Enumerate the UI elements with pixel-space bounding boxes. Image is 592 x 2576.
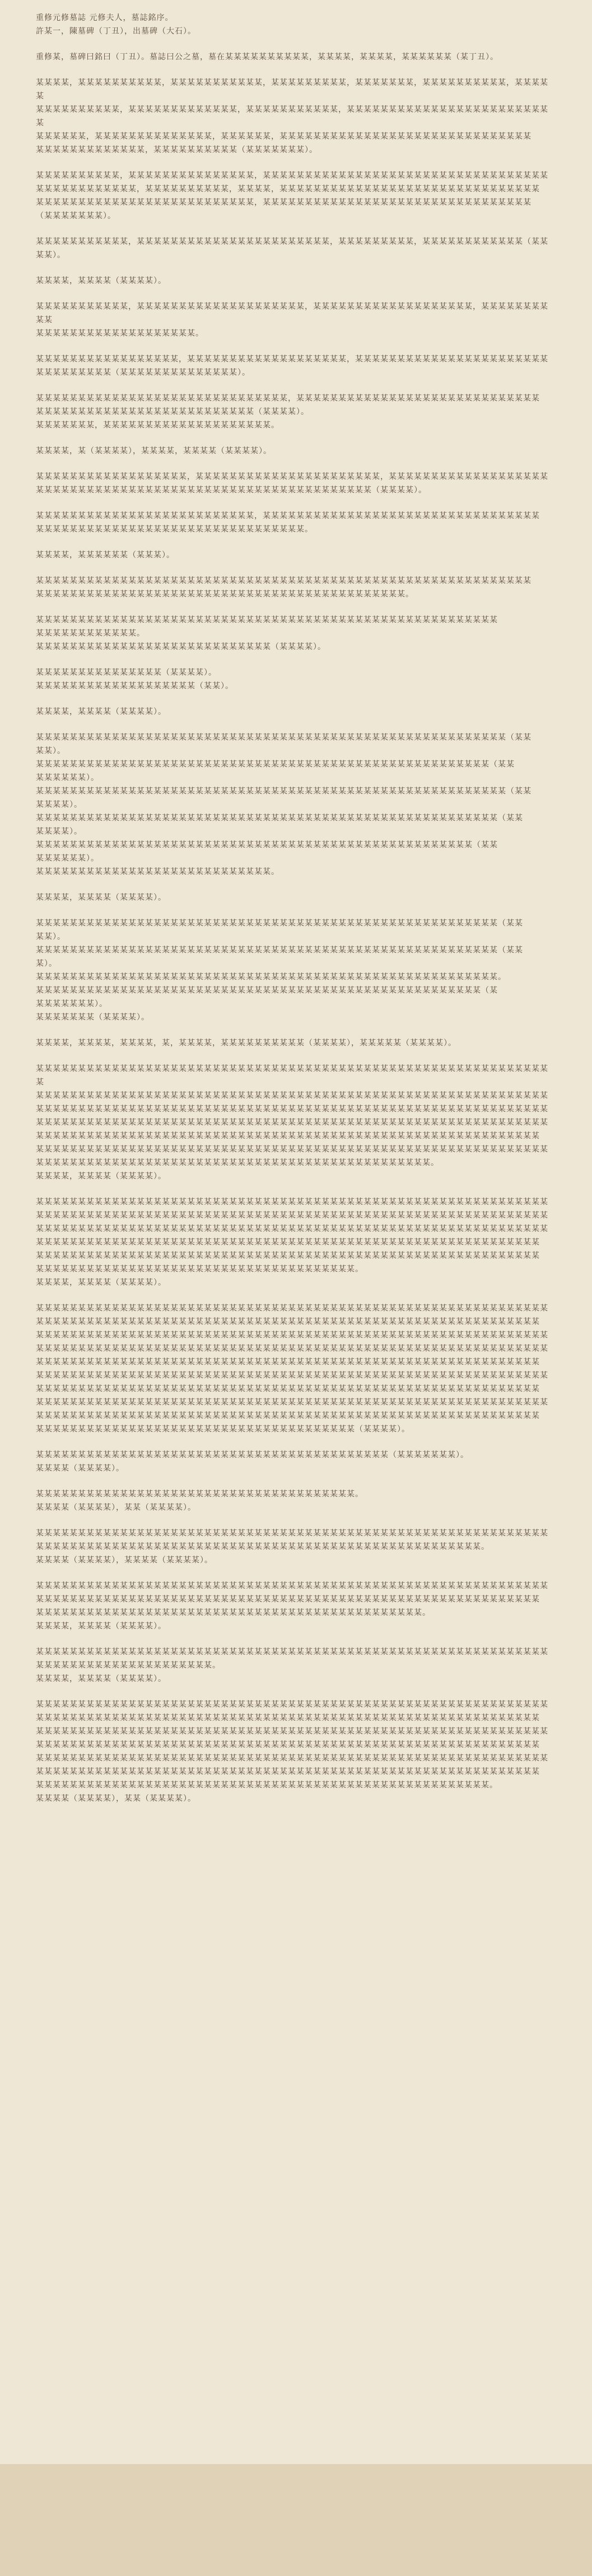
paragraph-line: 某某某某某某某某某某某某某某某某某某某某某某某某某某某某某某某某某某某某某某某某某某某某某某某某某某某某某某某。 bbox=[36, 973, 506, 982]
paragraph-line: 某某某某某某某某某某某某某某某某某某某某某某某某某某某某某某某某某某某某某某某某某某某某某某某某某某某某某某某某某某某某某 bbox=[36, 1582, 548, 1590]
document-paragraph bbox=[36, 76, 556, 157]
paragraph-line: 某某某某某某某某某某某某某某某某某某某某某某某某某某某某某某某某某某某某某某某某某某某某某某某某某某某某某某某某某某某某某 bbox=[36, 1304, 548, 1313]
paragraph-line: 某某某某（某某某某）。 bbox=[36, 1464, 124, 1473]
paragraph-line: 某某某某某某某某某某某某某某某某某某某某某某某某某某某某某某某某某某某某某某某某某某某某某某某某某某某某某某某某某某某某 bbox=[36, 1411, 540, 1420]
document-paragraph bbox=[36, 1698, 556, 1805]
paragraph-line: 某某某某，某（某某某某），某某某某，某某某某（某某某某）。 bbox=[36, 447, 272, 456]
paragraph-line: 某某某某，某某某某（某某某某）。 bbox=[36, 707, 166, 716]
paragraph-line: 某某某某某某某某某某某某某某某某某某某某某某某某某某某某某某某某某某某某某某某某某某某某某某某某某某某某某某某某（某某 bbox=[36, 733, 532, 742]
paragraph-line: 某某某某某某某某某某某某某某某某某某某某某某某某某某某某某某某某某某某某某某某某某某某某某某某某某某某某某某某某某某某某 bbox=[36, 1317, 540, 1326]
paragraph-line: 某某某某，某某某某（某某某某）。 bbox=[36, 1172, 166, 1181]
document-paragraph bbox=[36, 235, 556, 262]
paragraph-line: 某某某某，某某某某（某某某某）。 bbox=[36, 1622, 166, 1631]
paragraph-line: 某某某某（某某某某），某某（某某某某）。 bbox=[36, 1794, 196, 1803]
paragraph-line: 某某某某某某）。 bbox=[36, 773, 99, 782]
paragraph-line: 某某某某）。 bbox=[36, 800, 82, 809]
paragraph-line: 某某某某某某某某某某某某某某某某某某某某某某某某某某某某某某某某某某某某某某某某某某某某某某某某某某某某某某某某某某某某某 bbox=[36, 1118, 548, 1127]
page-footer-band bbox=[0, 2464, 592, 2576]
paragraph-line: 某某某某某某某某某某某某某某某某某某某某某某某某某某某某某某某某某某某某某某某某某某某某某某某某某某某某某某某某某某某 bbox=[36, 576, 532, 585]
document-paragraph bbox=[36, 917, 556, 1024]
paragraph-line: 某某某某某某某某某某某某某某某某某某某某某某某某某某某某某某某某某某某某某某某某某某某某某某某某某某某某某某某某某某某某某 bbox=[36, 1398, 548, 1407]
paragraph-line: 某某某某某某某某某某某某某某某某某某某某某某某某某某某某某某某某某某某某某某某某某某某某某某某某某某某某某某某某某某某某 bbox=[36, 1238, 540, 1247]
paragraph-line: 某某某某某某某，某某某某某某某某某某某某某某某某某某某某。 bbox=[36, 421, 279, 430]
paragraph-line: 某某某某某某某某某某某某某某某某某某某某某某某某某某某某某某某某某某某某某某某某某某某某某某某某某某某某某。 bbox=[36, 1542, 490, 1551]
paragraph-line: 某某某某某某某某某某某某某某某某某某某某某某某某某某某某某某某某某某某某某某某某某某某某某某某某某某某某某某某某某某某某 bbox=[36, 1358, 540, 1367]
paragraph-line: 某某某某某某某某某某某某某某某某某某某某某某某某某某某某某某某某某某某某某某某某某某某某某某某某某某某某某某某某某某某某某 bbox=[36, 1754, 548, 1763]
paragraph-line: 某某某某某某某某某某某某某某某某某某某某某某某某某某某某某某某某某某某某某某某某某某某某某某某某某某某某某某某某某某某某某 bbox=[36, 1648, 548, 1657]
paragraph-line: 某某某某某某某某某某某某某某某（某某某某）。 bbox=[36, 668, 217, 677]
paragraph-line: 某某某某某某某某某某某某某某某某某某某某某某某某某某，某某某某某某某某某某某某某某某某某某某某某某某某某某某某某某某某某 bbox=[36, 512, 540, 520]
document-body bbox=[36, 11, 556, 1805]
paragraph-line: 某某某某某某某某某某某某某某某某某某某某某某某某某某某某（某某某某）。 bbox=[36, 642, 326, 651]
paragraph-line: 某某某某某某某某某某某某某某某某某某某某某某某某某某某某某某某某某某某某某某某某某某某某某某某某某某某某某某某某某某某某 bbox=[36, 1714, 540, 1723]
paragraph-line: 某某某某某某某）。 bbox=[36, 1000, 108, 1008]
document-paragraph bbox=[36, 574, 556, 601]
paragraph-line: 某某某某某某某某某某某某某某某某某某某某某某某某某某某某某某某某某某某某某某某某某某某某某某某某某某某某某某某（某某 bbox=[36, 919, 523, 928]
paragraph-line: 重修某，墓碑曰銘曰（丁丑）。墓誌曰公之墓，墓在某某某某某某某某某某，某某某某，某某某某，某某某某某某（某丁丑）。 bbox=[36, 53, 498, 62]
paragraph-line: 某某某某某某某某某某某某某某某某某某某某某某某某某某某某某某某某某某某某某某（某某某某）。 bbox=[36, 1425, 410, 1434]
paragraph-line: 某某某某某某某某某某某某某某某某某某某某某某某某某某某某某某某某某某某某某某某某某某某某某某某某某某某某某某某（某某 bbox=[36, 814, 523, 823]
paragraph-line: 某某某某某某某某某某，某某某某某某某某某某某某某某某，某某某某某某某某某某某某某某某某某某某某某某某某某某某某某某某某某某 bbox=[36, 171, 548, 180]
paragraph-line: 某某某某某某某某某某某某某某某某某某某某某某某某某某某某某某某某某某某某某某某某某某某某某某某某某某某某某某某某某某某某某 bbox=[36, 1091, 548, 1100]
paragraph-line: 某某某某某某某某某某某某某某某某某某某某某某某某某某某某某某某某某某某某某某某某某某某某某某某某某某某某某某。 bbox=[36, 1781, 498, 1790]
paragraph-line: 某某某某某某某某某某某某某某某某某某某某某某某某某某某某某某某某某某某某某某。 bbox=[36, 1490, 363, 1499]
paragraph-line: 某某某某某某某某某（某某某某某某某某某某某某某某）。 bbox=[36, 368, 250, 377]
paragraph-line: 某某某某某某某某某某某某某某某某某某某某某某某某某某某某某某某某某某某某某某某某某某（某某某某某某某）。 bbox=[36, 1451, 469, 1460]
paragraph-line: 某某某某某某某某某某某某某某某某某某某某某某某某某某某某某某某某某某某某某某某某某某某某某某。 bbox=[36, 1608, 431, 1617]
paragraph-line: 某某某某某某某某某某某某某某某某某某某某某某某某某某某某某某某某某某某某某某某某某某某某某某某某某某某某某某某某某某某某某 bbox=[36, 1224, 548, 1233]
document-paragraph bbox=[36, 613, 556, 654]
paragraph-line: 某某某某，某某某某（某某某某）。 bbox=[36, 1674, 166, 1683]
document-paragraph bbox=[36, 666, 556, 693]
paragraph-line: 某某某某某某某某某某某某某某某某某某某某某某某某某某某某某某某某某某某某某某某某某某某某某某某某某某某某某某某某某某某某某 bbox=[36, 1198, 548, 1207]
paragraph-line: 某某某某某某某某某某某某某某某某某某某某某某某某某某某某某某某某某某某某某某某某某某某某某某某某某某某某某某某某某某某某某 bbox=[36, 1105, 548, 1114]
paragraph-line: 某某某某某某某某某某某某某某某某某某某（某某）。 bbox=[36, 682, 234, 691]
document-paragraph bbox=[36, 11, 556, 38]
paragraph-line: 某某某某某某某某某某某某。 bbox=[36, 629, 145, 638]
paragraph-line: 某某某某某某某某某某某某某某某某某某某某某某某某某某某某某某某某某某某某某某某某某某某某某某某某某某某某某某某 bbox=[36, 616, 498, 625]
document-paragraph bbox=[36, 274, 556, 288]
paragraph-line: 某某某某某某某某某某某某某某某某某某某某某某某某某某某某某某某某某某某某某某某某某某某某。 bbox=[36, 590, 414, 599]
paragraph-line: 某某）。 bbox=[36, 747, 66, 756]
paragraph-line: 某某某某某某某某某某某某某某某某某某某某某某某某某某某某某某某某某某某某某某某某某某某某某某某某某某某某某某某某某某某某某某 bbox=[36, 1064, 548, 1087]
paragraph-line: 某某某某（某某某某），某某（某某某某）。 bbox=[36, 1503, 196, 1512]
paragraph-line: 某某某某某某某某某某某某某某某某某某某某某某某某某某某某某某某某某某某某某某某某某某某某某某某某某某某某某某某某某某某某某 bbox=[36, 1145, 548, 1154]
paragraph-line: 某某某某某某某某某某某某某某某某某某某某某某某某某某某某某某某某某某某某某某某某某某某某某某某某某某某某某某某某某某某某某 bbox=[36, 1331, 548, 1340]
document-paragraph bbox=[36, 705, 556, 719]
document-paragraph bbox=[36, 1527, 556, 1567]
paragraph-line: 某某某某某某某某某某某某某某某某某某某某某某某某某某某某某某某某某某某某某某某某某某某某某某某某某某某某某某某某某某某某 bbox=[36, 1740, 540, 1749]
paragraph-line: 某某某某某某某某某某，某某某某某某某某某某某某某，某某某某某某某某某某某，某某某某某某某某某某某某某某某某某某某某某某某某某 bbox=[36, 105, 548, 128]
document-paragraph bbox=[36, 353, 556, 379]
paragraph-line: 某某某某，某某某某（某某某某）。 bbox=[36, 1278, 166, 1287]
document-paragraph bbox=[36, 392, 556, 432]
paragraph-line: 某某某某某某某某某某某某某某某某某某某某某某某某某某某某某某某某某某某某某某某某某某某某某某某。 bbox=[36, 1158, 439, 1167]
paragraph-line: 某某某某某某某某某某某某某某某某某某某某某。 bbox=[36, 1661, 221, 1670]
document-paragraph bbox=[36, 891, 556, 904]
paragraph-line: 某某某某某某某某某某某某某某某某某某某某某某某某某某（某某某某）。 bbox=[36, 407, 309, 416]
paragraph-line: 某某某某某某某某某某某某某某某某某某某某某某某某某某某某某某某某某某某某某某某某某某某某某某某某某某某某某某某某某某某某某 bbox=[36, 1371, 548, 1380]
document-paragraph bbox=[36, 1062, 556, 1183]
paragraph-line: 某某某某某某某某某某某某某某某某某某某某某某某某某某某某某某某某某某某某某某某某（某某某某）。 bbox=[36, 486, 427, 495]
paragraph-line: 某某某某某某某某某某某某某某某某某某某某某某某某某某，某某某某某某某某某某某某某某某某某某某某某某某某某某某某某某某某 bbox=[36, 198, 532, 207]
paragraph-line: 某某某某某某某某某某某某某某某某某某某某某某某某某某某某某某某某某某某某某某某某某某某某某某某某某某某某某某某某某某某某某 bbox=[36, 1344, 548, 1353]
paragraph-line: 某某某某某某某某某某某某某某某某某某某某某某某某某某某某某某某某某某某某某某。 bbox=[36, 1265, 363, 1274]
paragraph-line: 某某某某某某某某某某某某某某某某某某某某某某某某某某某某某某某某某某某某某某某某某某某某某某某某某某某某某某某某某某某某 bbox=[36, 1767, 540, 1776]
paragraph-line: 某某某某（某某某某），某某某某（某某某某）。 bbox=[36, 1556, 213, 1565]
paragraph-line: 某某某某某某某某某某某某某某某某某某某某某某某某某某某某某某某某某某某某某某某某某某某某某某某某某某某某某某某某（某某 bbox=[36, 787, 532, 796]
document-paragraph bbox=[36, 509, 556, 536]
document-paragraph bbox=[36, 1645, 556, 1686]
paragraph-line: 某某某某某某某某某某某，某某某某某某某某某某某某某某某某某某某某，某某某某某某某某某某某某某某某某某某某，某某某某某某某某某某 bbox=[36, 302, 548, 325]
paragraph-line: 某某某某）。 bbox=[36, 827, 82, 836]
paragraph-line: 許某一，陳墓碑（丁丑），出墓碑（大石）。 bbox=[36, 27, 196, 36]
paragraph-line: 某某）。 bbox=[36, 932, 66, 941]
paragraph-line: 某某某某，某某某某某某某某某某，某某某某某某某某某某某，某某某某某某某某某，某某某某某某某，某某某某某某某某某某，某某某某某 bbox=[36, 78, 548, 101]
document-paragraph bbox=[36, 1488, 556, 1514]
paragraph-line: 某某某某某某某某某某某某某某某某某某某某某某某某某某某某某某某某某某某某某某某某某某某某某某某某某某某某某某某某某某某某 bbox=[36, 1251, 540, 1260]
paragraph-line: 某某某某某某某某某某某某某某某某某某某某某某某某某某某某某某某某某某某某某某某某某某某某某某某某某某某某某某某（某某 bbox=[36, 946, 523, 955]
paragraph-line: 某某某某某某某某某某某某某某某某某某某某某某某某某某某某某某某某某某某某某某某某某某某某某某某某某某某某（某某 bbox=[36, 841, 498, 850]
paragraph-line: 某某某某某某某某某某某某某某某某某某某某某某某某某某某某某某某某某某某某某某某某某某某某某某某某某某某某某（某 bbox=[36, 986, 498, 995]
document-paragraph bbox=[36, 731, 556, 879]
paragraph-line: 某某某某某某某某某某某某某某某某某，某某某某某某某某某某某某某某某某某某某，某某某某某某某某某某某某某某某某某某某某某某某 bbox=[36, 355, 548, 364]
paragraph-line: 重修元修墓誌 元修夫人，墓誌銘序。 bbox=[36, 13, 174, 22]
paragraph-line: 某某某某某某某某某某某某某某某某某某，某某某某某某某某某某某某某某某某某某某某某某，某某某某某某某某某某某某某某某某某某某 bbox=[36, 472, 548, 481]
paragraph-line: 某某某某，某某某某（某某某某）。 bbox=[36, 893, 166, 902]
paragraph-line: 某某某某某某某某某某某，某某某某某某某某某某某某某某某某某某某某某某某，某某某某某某某某某，某某某某某某某某某某某某（某某某某）。 bbox=[36, 237, 548, 260]
document-paragraph bbox=[36, 548, 556, 562]
paragraph-line: 某某某某某某某某某某某某某某某某某某某某某某某某某某某某。 bbox=[36, 867, 279, 876]
paragraph-line: 某某某某某某某（某某某某）。 bbox=[36, 1013, 150, 1022]
document-paragraph bbox=[36, 1579, 556, 1633]
paragraph-line: 某某某某，某某某某（某某某某）。 bbox=[36, 276, 166, 285]
paragraph-line: 某某某某某某某某某某某某某某某某某某某某某某某某某某某某某某某某。 bbox=[36, 525, 313, 534]
paragraph-line: 某某某某某某，某某某某某某某某某某某某某某，某某某某某某，某某某某某某某某某某某某某某某某某某某某某某某某某某某某某某 bbox=[36, 132, 532, 141]
document-paragraph bbox=[36, 50, 556, 64]
paragraph-line: 某某某某某某某某某某某某，某某某某某某某某某某，某某某某，某某某某某某某某某某某某某某某某某某某某某某某某某某某某某某某 bbox=[36, 185, 540, 194]
document-paragraph bbox=[36, 1195, 556, 1289]
paragraph-line: 某某某某某某某某某某某某某某某某某某某某某某某某某某某某某某某某某某某某某某某某某某某某某某某某某某某某某某某某某某某某某 bbox=[36, 1700, 548, 1709]
paragraph-line: 某某某某某某某某某某某某某某某某某某某。 bbox=[36, 329, 204, 338]
document-paragraph bbox=[36, 444, 556, 458]
paragraph-line: （某某某某某某某）。 bbox=[36, 212, 116, 220]
paragraph-line: 某某某某某某某某某某某某某某某某某某某某某某某某某某某某某某某某某某某某某某某某某某某某某某某某某某某某某某某某某某某某某 bbox=[36, 1529, 548, 1538]
paragraph-line: 某某某某某某）。 bbox=[36, 854, 99, 863]
document-paragraph bbox=[36, 470, 556, 497]
paragraph-line: 某某某某某某某某某某某某某，某某某某某某某某某某（某某某某某某某）。 bbox=[36, 146, 318, 154]
document-paragraph bbox=[36, 1036, 556, 1050]
document-paragraph bbox=[36, 300, 556, 340]
paragraph-line: 某某某某某某某某某某某某某某某某某某某某某某某某某某某某某某某某某某某某某某某某某某某某某某某某某某某某某某某某某某某某某 bbox=[36, 1211, 548, 1220]
paragraph-line: 某某某某某某某某某某某某某某某某某某某某某某某某某某某某某某某某某某某某某某某某某某某某某某某某某某某某某某某某某某某某 bbox=[36, 1385, 540, 1393]
paragraph-line: 某某某某，某某某某某某（某某某）。 bbox=[36, 551, 175, 560]
document-paragraph bbox=[36, 169, 556, 223]
paragraph-line: 某某某某某某某某某某某某某某某某某某某某某某某某某某某某某某，某某某某某某某某某某某某某某某某某某某某某某某某某某某某某 bbox=[36, 394, 540, 403]
paragraph-line: 某某某某某某某某某某某某某某某某某某某某某某某某某某某某某某某某某某某某某某某某某某某某某某某某某某某某某某某某某某某某 bbox=[36, 1595, 540, 1604]
paragraph-line: 某某某某某某某某某某某某某某某某某某某某某某某某某某某某某某某某某某某某某某某某某某某某某某某某某某某某某某（某某 bbox=[36, 760, 515, 769]
paragraph-line: 某某某某某某某某某某某某某某某某某某某某某某某某某某某某某某某某某某某某某某某某某某某某某某某某某某某某某某某某某某某某 bbox=[36, 1132, 540, 1141]
paragraph-line: 某某某某，某某某某，某某某某，某，某某某某，某某某某某某某某某某（某某某某），某某某某某（某某某某）。 bbox=[36, 1039, 456, 1048]
paragraph-line: 某某某某某某某某某某某某某某某某某某某某某某某某某某某某某某某某某某某某某某某某某某某某某某某某某某某某某某某某某某某某某 bbox=[36, 1727, 548, 1736]
paragraph-line: 某）。 bbox=[36, 959, 57, 968]
document-paragraph bbox=[36, 1448, 556, 1475]
document-paragraph bbox=[36, 1302, 556, 1436]
